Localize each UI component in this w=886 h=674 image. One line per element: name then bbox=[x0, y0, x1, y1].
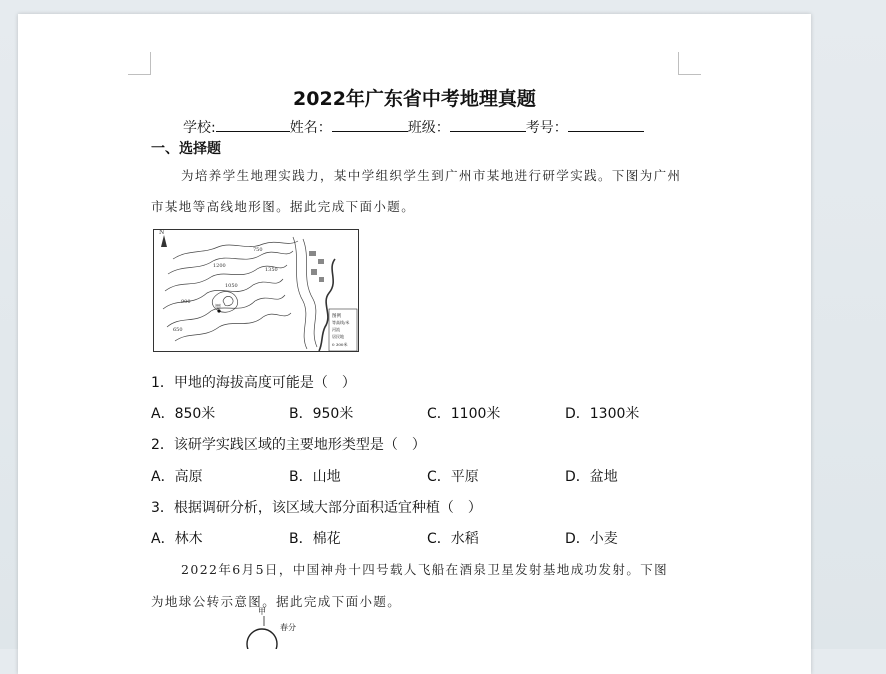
crop-mark-top-right bbox=[678, 52, 701, 75]
contour-label-1200: 1200 bbox=[213, 263, 226, 269]
contour-label-650: 650 bbox=[173, 327, 183, 333]
crop-mark-top-left bbox=[128, 52, 151, 75]
globe-label-side: 春分 bbox=[280, 623, 296, 632]
contour-label-750: 750 bbox=[253, 247, 263, 253]
q1-option-d[interactable]: D．1300米 bbox=[565, 406, 640, 422]
legend-title: 图例 bbox=[332, 314, 341, 319]
intro2-line2: 为地球公转示意图。据此完成下面小题。 bbox=[151, 594, 402, 609]
q1-option-b[interactable]: B．950米 bbox=[289, 406, 354, 422]
name-label: 姓名： bbox=[289, 120, 332, 136]
student-info-line bbox=[183, 117, 644, 137]
contour-map-figure bbox=[153, 229, 360, 353]
q2-option-c[interactable]: C．平原 bbox=[427, 469, 479, 485]
page-title: 2022年广东省中考地理真题 bbox=[293, 88, 536, 110]
legend-item-contour: 等高线/米 bbox=[332, 320, 350, 325]
school-blank[interactable] bbox=[216, 119, 290, 132]
q1-option-c[interactable]: C．1100米 bbox=[427, 406, 501, 422]
orbit-circle bbox=[247, 629, 277, 649]
exam-no-blank[interactable] bbox=[568, 119, 644, 132]
intro1-line2: 市某地等高线地形图。据此完成下面小题。 bbox=[151, 199, 416, 214]
legend-item-river: 河流 bbox=[332, 327, 340, 332]
place-label: 甲 bbox=[215, 304, 222, 311]
intro2-line1: 2022年6月5日，中国神舟十四号载人飞船在酒泉卫星发射基地成功发射。下图 bbox=[181, 562, 669, 577]
legend-scale: 0 300米 bbox=[332, 342, 348, 347]
legend-item-settlement: 居民地 bbox=[332, 334, 344, 339]
name-blank[interactable] bbox=[332, 119, 408, 132]
document-page bbox=[18, 14, 811, 674]
section-title: 一、选择题 bbox=[151, 141, 221, 157]
contour-label-900: 900 bbox=[181, 299, 191, 305]
earth-revolution-figure bbox=[222, 604, 312, 649]
q3-option-b[interactable]: B．棉花 bbox=[289, 531, 341, 547]
q3-option-a[interactable]: A．林木 bbox=[151, 531, 203, 547]
class-blank[interactable] bbox=[450, 119, 526, 132]
q3-option-c[interactable]: C．水稻 bbox=[427, 531, 479, 547]
school-label: 学校: bbox=[183, 120, 216, 136]
question-3: 3．根据调研分析，该区域大部分面积适宜种植（ ） bbox=[151, 500, 482, 516]
intro1-line1: 为培养学生地理实践力，某中学组织学生到广州市某地进行研学实践。下图为广州 bbox=[181, 168, 682, 183]
north-label: N bbox=[159, 229, 165, 236]
q3-option-d[interactable]: D．小麦 bbox=[565, 531, 618, 547]
map-legend bbox=[329, 309, 357, 351]
question-1: 1．甲地的海拔高度可能是（ ） bbox=[151, 375, 356, 391]
question-2: 2．该研学实践区域的主要地形类型是（ ） bbox=[151, 437, 426, 453]
q2-option-d[interactable]: D．盆地 bbox=[565, 469, 618, 485]
globe-label-top: 甲 bbox=[258, 607, 266, 616]
q2-option-a[interactable]: A．高原 bbox=[151, 469, 203, 485]
class-label: 班级： bbox=[407, 120, 450, 136]
exam-no-label: 考号： bbox=[525, 120, 568, 136]
q1-option-a[interactable]: A．850米 bbox=[151, 406, 216, 422]
q2-option-b[interactable]: B．山地 bbox=[289, 469, 341, 485]
contour-label-1050: 1050 bbox=[225, 283, 238, 289]
contour-label-1350: 1350 bbox=[265, 267, 278, 273]
